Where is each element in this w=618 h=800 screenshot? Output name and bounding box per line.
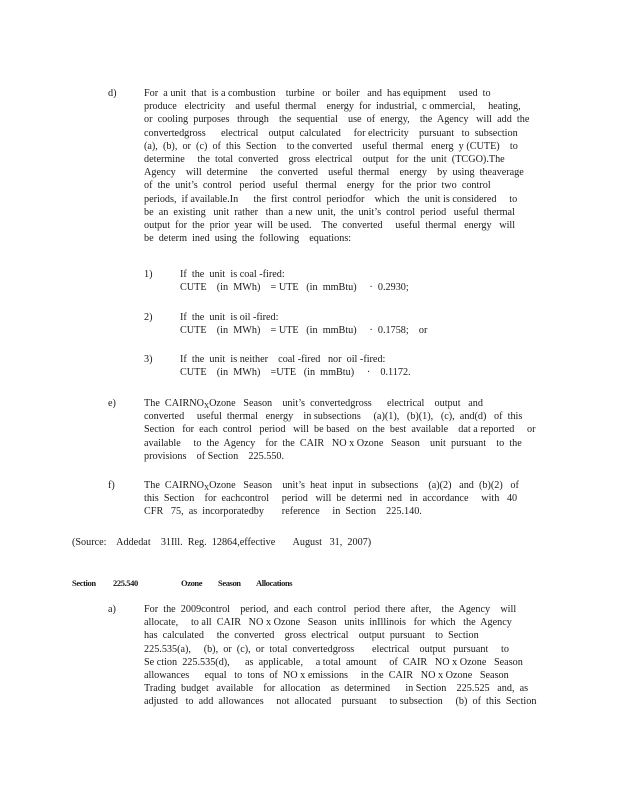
paragraph-line bbox=[144, 397, 536, 410]
item-f-subject: The CAIRNO bbox=[144, 480, 204, 491]
section-title-word: Season bbox=[218, 578, 241, 588]
paragraph-line: be an existing unit rather than a new unit, the unit’s control period useful thermal bbox=[144, 206, 515, 218]
section-title-word: Allocations bbox=[256, 578, 293, 588]
source-text: (Source: Addedat 31Ill. Reg. 12864,effective August 31, 2007) bbox=[72, 537, 372, 548]
paragraph-line: be determ ined using the following equations: bbox=[144, 233, 352, 245]
paragraph-line: Agency will determine the converted useful thermal energy by using theaverage bbox=[144, 167, 524, 179]
equation-condition: If the unit is oil -fired: bbox=[180, 312, 279, 323]
nox-subscript: X bbox=[204, 402, 210, 410]
item-e-marker: e) bbox=[108, 398, 116, 409]
nox-subscript: X bbox=[204, 484, 210, 492]
paragraph-line: convertedgross electrical output calculated for electricity pursuant to subsection bbox=[144, 127, 518, 139]
equation-2 bbox=[180, 311, 427, 337]
paragraph-line: Section for each control period will be based on the best available dat a reported or bbox=[144, 424, 536, 436]
equation-1-marker: 1) bbox=[144, 269, 153, 280]
paragraph-line: Trading budget available for allocation as determined in Section 225.525 and, as bbox=[144, 683, 529, 695]
equation-condition: If the unit is coal -fired: bbox=[180, 269, 285, 280]
paragraph-line: produce electricity and useful thermal energy for industrial, c ommercial, heating, bbox=[144, 101, 521, 113]
paragraph-line: available to the Agency for the CAIR NO x Ozone Season unit pursuant to the bbox=[144, 437, 522, 449]
paragraph-line: provisions of Section 225.550. bbox=[144, 450, 285, 462]
paragraph-line: adjusted to add allowances not allocated pursuant to subsection (b) of this Section bbox=[144, 696, 537, 708]
paragraph-line: Se ction 225.535(d), as applicable, a total amount of CAIR NO x Ozone Season bbox=[144, 656, 523, 668]
paragraph-line: determine the total converted gross electrical output for the unit (TCGO).The bbox=[144, 153, 505, 165]
paragraph-line: this Section for eachcontrol period will be determi ned in accordance with 40 bbox=[144, 493, 518, 505]
equation-formula: CUTE (in MWh) =UTE (in mmBtu) · 0.1172. bbox=[180, 367, 411, 379]
equation-formula: CUTE (in MWh) = UTE (in mmBtu) · 0.1758; or bbox=[180, 325, 428, 337]
item-d-paragraph bbox=[144, 87, 529, 245]
section-number: 225.540 bbox=[113, 578, 138, 588]
section-label: Section bbox=[72, 578, 96, 588]
paragraph-line: CFR 75, as incorporatedby reference in Section 225.140. bbox=[144, 506, 422, 518]
paragraph-line: output for the prior year will be used. The converted useful thermal energy will bbox=[144, 219, 516, 231]
section-title-word: Ozone bbox=[181, 578, 203, 588]
paragraph-line: For the 2009control period, and each control period there after, the Agency will bbox=[144, 604, 517, 615]
paragraph-line: For a unit that is a combustion turbine or boiler and has equipment used to bbox=[144, 88, 491, 99]
equation-condition: If the unit is neither coal -fired nor oil -fired: bbox=[180, 354, 386, 365]
paragraph-line: allowances equal to tons of NO x emissions in the CAIR NO x Ozone Season bbox=[144, 669, 509, 681]
equation-3-marker: 3) bbox=[144, 354, 153, 365]
item-e-paragraph bbox=[144, 397, 536, 463]
item-e-line1-rest: Ozone Season unit’s convertedgross electrical output and bbox=[209, 398, 483, 409]
item-a-paragraph bbox=[144, 603, 536, 709]
paragraph-line: allocate, to all CAIR NO x Ozone Season units inIllinois for which the Agency bbox=[144, 617, 512, 629]
paragraph-line: (a), (b), or (c) of this Section to the converted useful thermal energ y (CUTE) to bbox=[144, 140, 518, 152]
equation-2-marker: 2) bbox=[144, 312, 153, 323]
equation-1 bbox=[180, 268, 409, 294]
item-d-marker: d) bbox=[108, 88, 117, 99]
item-e-subject: The CAIRNO bbox=[144, 398, 204, 409]
equation-3 bbox=[180, 353, 411, 379]
paragraph-line: 225.535(a), (b), or (c), or total convertedgross electrical output pursuant to bbox=[144, 643, 509, 655]
equation-formula: CUTE (in MWh) = UTE (in mmBtu) · 0.2930; bbox=[180, 282, 409, 294]
paragraph-line: converted useful thermal energy in subsections (a)(1), (b)(1), (c), and(d) of this bbox=[144, 411, 523, 423]
paragraph-line: of the unit’s control period useful thermal energy for the prior two control bbox=[144, 180, 491, 192]
paragraph-line bbox=[144, 479, 519, 492]
item-f-line1-rest: Ozone Season unit’s heat input in subsections (a)(2) and (b)(2) of bbox=[209, 480, 519, 491]
source-note bbox=[72, 536, 371, 549]
paragraph-line: has calculated the converted gross electrical output pursuant to Section bbox=[144, 630, 479, 642]
paragraph-line: or cooling purposes through the sequential use of energy, the Agency will add the bbox=[144, 114, 530, 126]
paragraph-line: periods, if available.In the first control periodfor which the unit is considered to bbox=[144, 193, 518, 205]
item-a-marker: a) bbox=[108, 604, 116, 615]
item-f-marker: f) bbox=[108, 480, 115, 491]
item-f-paragraph bbox=[144, 479, 519, 519]
